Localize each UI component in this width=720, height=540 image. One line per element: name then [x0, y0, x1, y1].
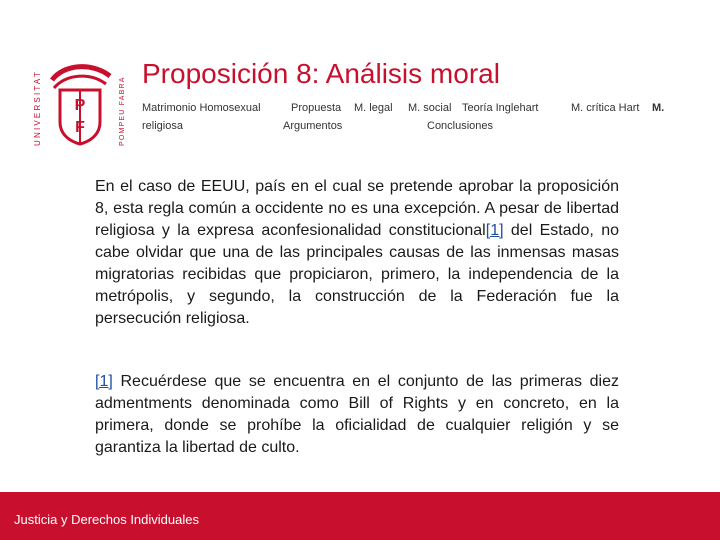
nav-item-m-social[interactable]: M. social [408, 102, 452, 114]
footnote-link[interactable]: [1] [485, 222, 504, 239]
logo-arc [52, 67, 110, 80]
logo-right-text: POMPEU FABRA [119, 76, 126, 146]
footnote [95, 371, 619, 459]
nav-item-argumentos[interactable]: Argumentos [283, 120, 343, 132]
nav-item-conclusiones[interactable]: Conclusiones [427, 120, 494, 132]
paragraph-text-start: En el caso de EEUU, país en el cual se pretende aprobar la proposición 8, esta regla común a occidente no es una excepción. A pesar de libertad religiosa y la expresa aconfesionalidad constitucional [95, 178, 619, 239]
nav-item-m-legal[interactable]: M. legal [354, 102, 393, 114]
nav-item-matrimonio[interactable]: Matrimonio Homosexual [142, 102, 261, 114]
footer-bar [0, 492, 720, 540]
nav-item-m-religiosa[interactable]: M. [652, 102, 665, 114]
logo-letter-p: P [74, 97, 86, 114]
nav-item-religiosa[interactable]: religiosa [142, 120, 183, 132]
footnote-backlink[interactable]: [1] [95, 373, 113, 390]
paragraph-text-end: del Estado, no cabe olvidar que una de las principales causas de las inmensas masas migratorias recibidas que propiciaron, primero, la independencia de la metrópolis, y segundo, la construcción de la Federación fue la persecución religiosa. [95, 222, 619, 327]
nav-item-m-critica-hart[interactable]: M. crítica Hart [571, 102, 640, 114]
main-paragraph [95, 176, 619, 330]
nav-item-propuesta[interactable]: Propuesta [291, 102, 342, 114]
upf-logo [30, 58, 138, 150]
footer-label: Justicia y Derechos Individuales [14, 512, 199, 527]
logo-left-text: UNIVERSITAT [33, 70, 42, 146]
nav-item-inglehart[interactable]: Teoría Inglehart [462, 102, 539, 114]
footnote-text: Recuérdese que se encuentra en el conjunto de las primeras diez admentments denominada como Bill of Rights y en concreto, en la primera, donde se prohíbe la oficialidad de cualquier religión y se garantiza la libertad de culto. [95, 373, 619, 456]
slide-title: Proposición 8: Análisis moral [142, 58, 500, 89]
slide-nav [142, 102, 682, 138]
logo-letter-f: F [75, 119, 85, 136]
